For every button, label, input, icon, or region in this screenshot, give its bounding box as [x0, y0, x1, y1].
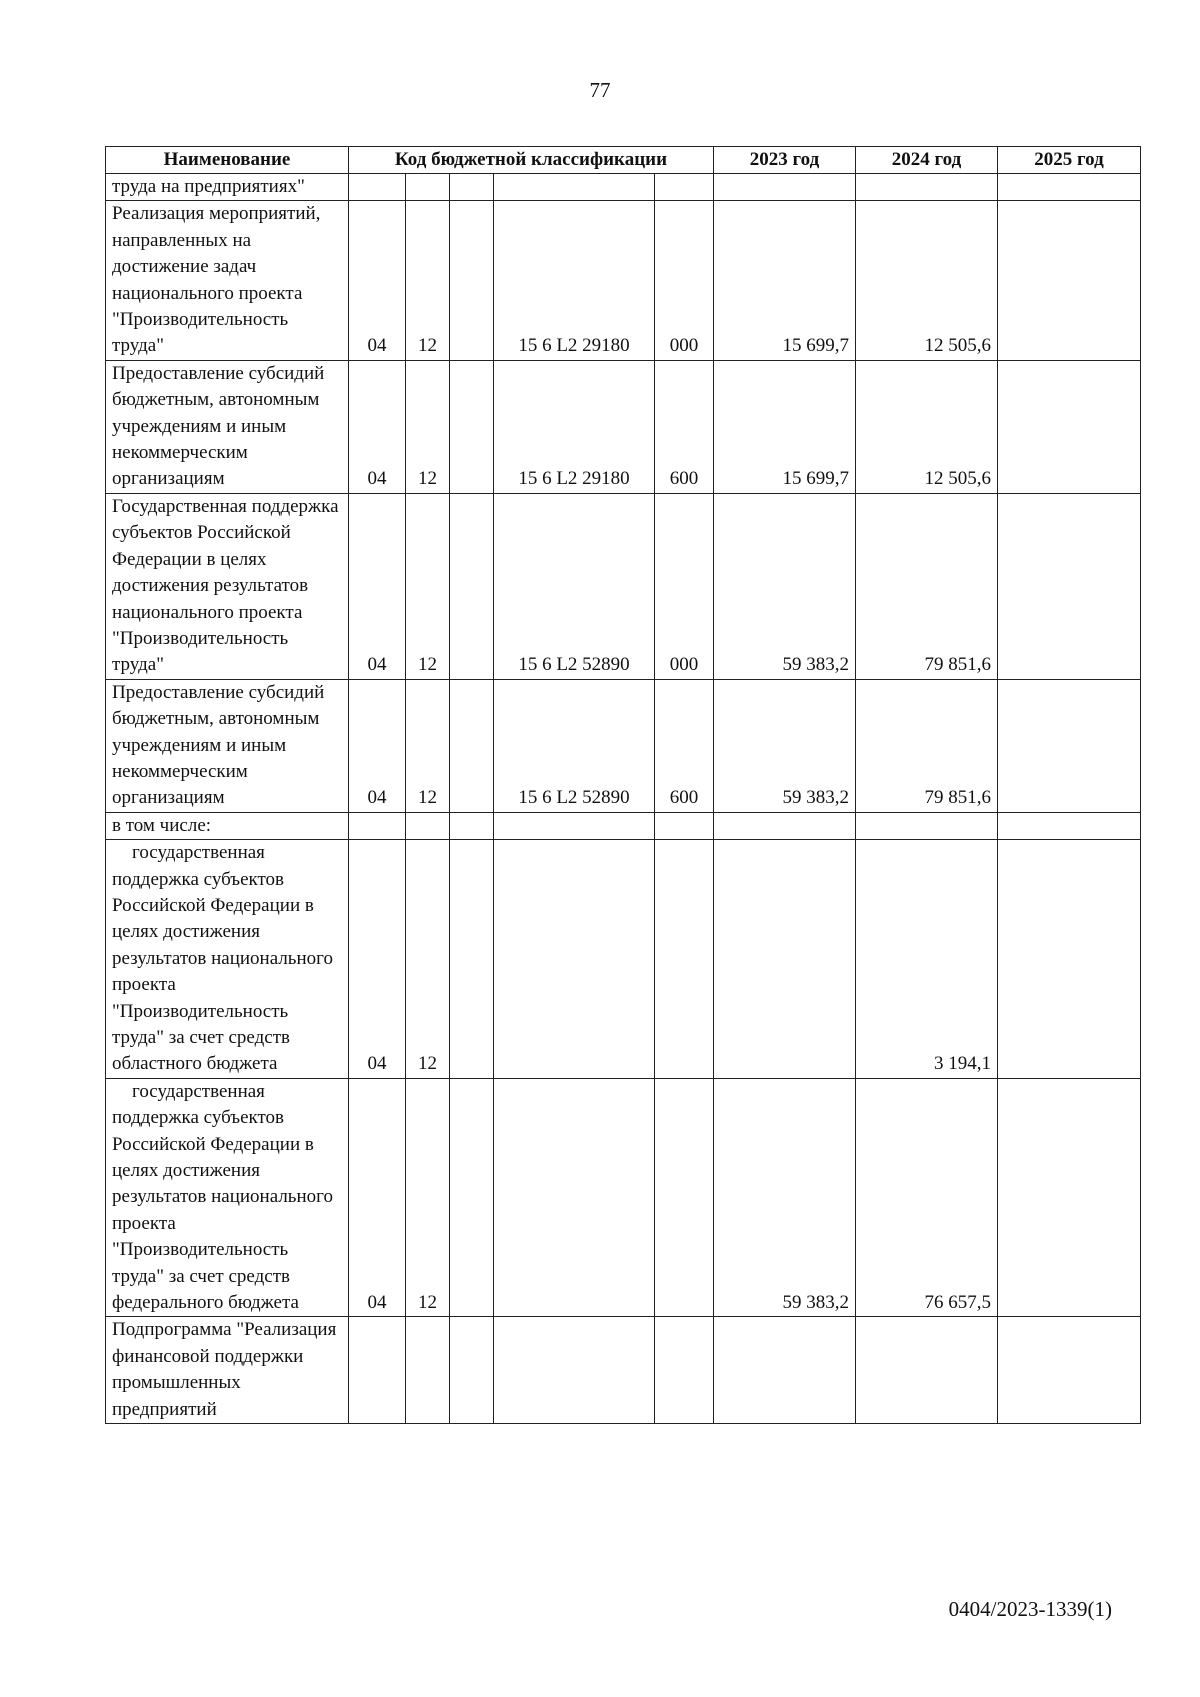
row-name: в том числе:: [106, 812, 349, 839]
row-value-2024: [856, 812, 998, 839]
row-subsection-code: [406, 1317, 450, 1424]
row-name: Подпрограмма "Реализация финансовой поддержки промышленных предприятий: [106, 1317, 349, 1424]
row-section-code: [349, 174, 406, 201]
header-2023: 2023 год: [714, 147, 856, 174]
header-code: Код бюджетной классификации: [349, 147, 714, 174]
row-expense-type: [655, 840, 714, 1079]
row-expense-type: 000: [655, 201, 714, 360]
header-2025: 2025 год: [998, 147, 1141, 174]
row-empty-cell: [450, 840, 494, 1079]
row-value-2025: [998, 812, 1141, 839]
row-expense-type: [655, 1317, 714, 1424]
page-number: 77: [589, 78, 611, 102]
row-subsection-code: [406, 812, 450, 839]
row-value-2023: 59 383,2: [714, 493, 856, 679]
header-name: Наименование: [106, 147, 349, 174]
row-value-2025: [998, 174, 1141, 201]
row-target-article: [494, 1078, 655, 1317]
row-empty-cell: [450, 679, 494, 812]
row-name: Предоставление субсидий бюджетным, автономным учреждениям и иным некоммерческим организациям: [106, 679, 349, 812]
row-value-2024: [856, 174, 998, 201]
row-section-code: [349, 812, 406, 839]
row-subsection-code: 12: [406, 493, 450, 679]
row-value-2025: [998, 679, 1141, 812]
row-target-article: 15 6 L2 29180: [494, 360, 655, 493]
row-value-2025: [998, 1317, 1141, 1424]
row-value-2025: [998, 201, 1141, 360]
table-row: [106, 493, 1141, 679]
table-row: [106, 201, 1141, 360]
row-empty-cell: [450, 201, 494, 360]
row-value-2023: 59 383,2: [714, 679, 856, 812]
row-value-2024: 79 851,6: [856, 679, 998, 812]
row-value-2023: [714, 812, 856, 839]
table-row: [106, 840, 1141, 1079]
row-target-article: [494, 174, 655, 201]
row-name: государственная поддержка субъектов Российской Федерации в целях достижения результатов национального проекта "Производительность труда" за счет средств областного бюджета: [106, 840, 349, 1079]
row-name: Предоставление субсидий бюджетным, автономным учреждениям и иным некоммерческим организациям: [106, 360, 349, 493]
table-header-row: [106, 147, 1141, 174]
table-row: [106, 1078, 1141, 1317]
row-section-code: 04: [349, 840, 406, 1079]
row-value-2023: [714, 174, 856, 201]
row-expense-type: [655, 812, 714, 839]
row-empty-cell: [450, 1317, 494, 1424]
row-name: государственная поддержка субъектов Российской Федерации в целях достижения результатов национального проекта "Производительность труда" за счет средств федерального бюджета: [106, 1078, 349, 1317]
row-value-2023: 15 699,7: [714, 201, 856, 360]
row-subsection-code: 12: [406, 840, 450, 1079]
budget-table: [105, 146, 1141, 1424]
row-expense-type: 600: [655, 679, 714, 812]
row-section-code: 04: [349, 201, 406, 360]
row-subsection-code: 12: [406, 360, 450, 493]
row-value-2025: [998, 840, 1141, 1079]
row-value-2025: [998, 360, 1141, 493]
header-2024: 2024 год: [856, 147, 998, 174]
row-name: Реализация мероприятий, направленных на достижение задач национального проекта "Производительность труда": [106, 201, 349, 360]
row-subsection-code: 12: [406, 1078, 450, 1317]
row-empty-cell: [450, 174, 494, 201]
row-subsection-code: 12: [406, 679, 450, 812]
row-empty-cell: [450, 1078, 494, 1317]
row-empty-cell: [450, 360, 494, 493]
row-target-article: 15 6 L2 52890: [494, 493, 655, 679]
row-target-article: 15 6 L2 29180: [494, 201, 655, 360]
row-value-2024: 12 505,6: [856, 360, 998, 493]
row-target-article: [494, 1317, 655, 1424]
table-row: [106, 679, 1141, 812]
row-value-2023: 59 383,2: [714, 1078, 856, 1317]
table-row: [106, 360, 1141, 493]
row-value-2024: 12 505,6: [856, 201, 998, 360]
row-name: Государственная поддержка субъектов Российской Федерации в целях достижения результатов национального проекта "Производительность труда": [106, 493, 349, 679]
row-section-code: 04: [349, 679, 406, 812]
row-target-article: [494, 812, 655, 839]
row-expense-type: [655, 1078, 714, 1317]
row-value-2024: 79 851,6: [856, 493, 998, 679]
row-expense-type: 000: [655, 493, 714, 679]
row-section-code: 04: [349, 360, 406, 493]
row-value-2023: [714, 1317, 856, 1424]
row-target-article: 15 6 L2 52890: [494, 679, 655, 812]
row-value-2025: [998, 1078, 1141, 1317]
table-row: [106, 174, 1141, 201]
row-empty-cell: [450, 493, 494, 679]
row-value-2025: [998, 493, 1141, 679]
row-subsection-code: 12: [406, 201, 450, 360]
row-target-article: [494, 840, 655, 1079]
row-expense-type: [655, 174, 714, 201]
row-expense-type: 600: [655, 360, 714, 493]
row-value-2023: [714, 840, 856, 1079]
row-section-code: [349, 1317, 406, 1424]
row-section-code: 04: [349, 1078, 406, 1317]
document-code: 0404/2023-1339(1): [948, 1597, 1112, 1621]
row-value-2023: 15 699,7: [714, 360, 856, 493]
row-value-2024: 76 657,5: [856, 1078, 998, 1317]
table-row: [106, 1317, 1141, 1424]
table-row: [106, 812, 1141, 839]
row-name: труда на предприятиях": [106, 174, 349, 201]
row-value-2024: 3 194,1: [856, 840, 998, 1079]
row-empty-cell: [450, 812, 494, 839]
row-section-code: 04: [349, 493, 406, 679]
row-subsection-code: [406, 174, 450, 201]
row-value-2024: [856, 1317, 998, 1424]
